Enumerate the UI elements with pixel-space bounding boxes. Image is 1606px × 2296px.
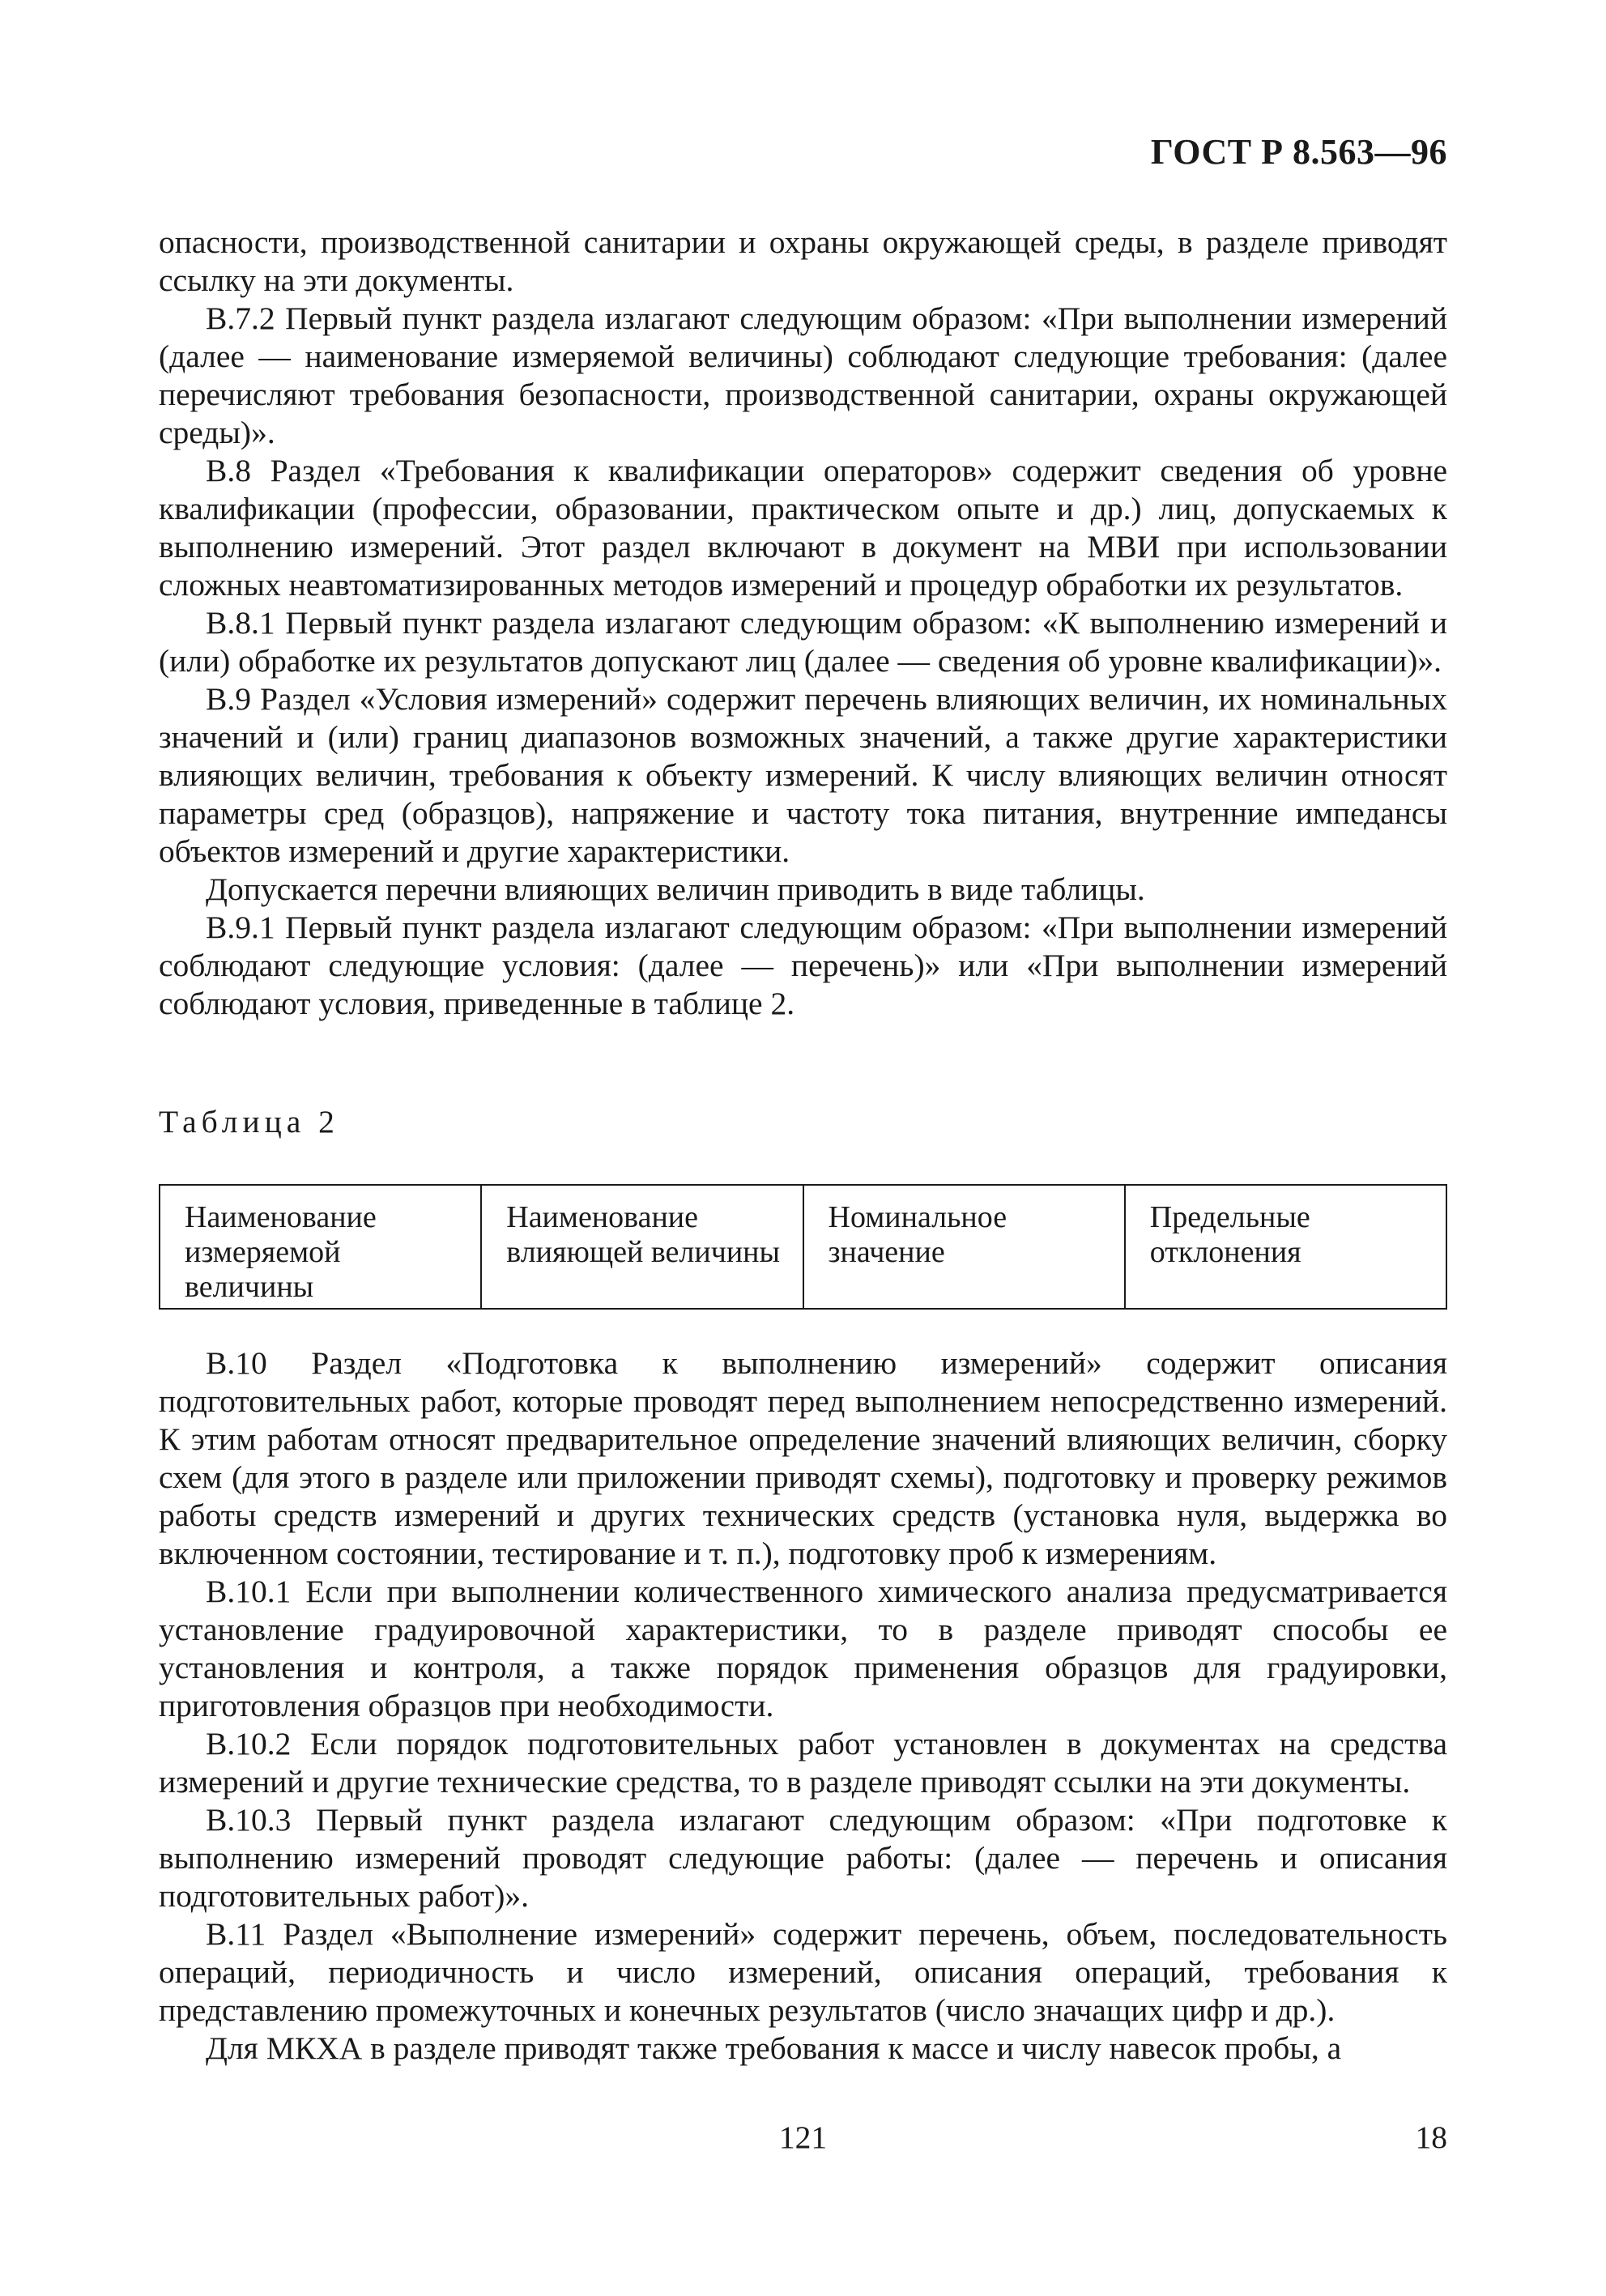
paragraph: В.10.3 Первый пункт раздела излагают следующим образом: «При подготовке к выполнению измерений проводят следующие работы: (далее — перечень и описания подготовительных работ)». <box>159 1802 1447 1914</box>
body-text-bottom <box>159 1344 1447 2068</box>
document-id: ГОСТ Р 8.563—96 <box>1150 132 1447 172</box>
conditions-table <box>159 1184 1447 1310</box>
page-number: 121 <box>778 2119 828 2155</box>
table-caption: Таблица 2 <box>159 1104 339 1139</box>
paragraph: Для МКХА в разделе приводят также требования к массе и числу навесок пробы, а <box>206 2030 1342 2066</box>
paragraph: В.8 Раздел «Требования к квалификации операторов» содержит сведения об уровне квалификации (профессии, образовании, практическом опыте и др.) лиц, допускаемых к выполнению измерений. Этот раздел включают в документ на МВИ при использовании сложных неавтоматизированных методов измерений и процедур обработки их результатов. <box>159 453 1447 603</box>
paragraph: В.10.2 Если порядок подготовительных работ установлен в документах на средства измерений и другие технические средства, то в разделе приводят ссылки на эти документы. <box>159 1726 1447 1800</box>
paragraph: В.8.1 Первый пункт раздела излагают следующим образом: «К выполнению измерений и (или) обработке их результатов допускают лиц (далее — сведения об уровне квалификации)». <box>159 605 1447 679</box>
paragraph: В.11 Раздел «Выполнение измерений» содержит перечень, объем, последовательность операций, периодичность и число измерений, описания операций, требования к представлению промежуточных и конечных результатов (число значащих цифр и др.). <box>159 1916 1447 2028</box>
paragraph: В.9 Раздел «Условия измерений» содержит перечень влияющих величин, их номинальных значений и (или) границ диапазонов возможных значений, а также другие характеристики влияющих величин, требования к объекту измерений. К числу влияющих величин относят параметры сред (образцов), напряжение и частоту тока питания, внутренние импедансы объектов измерений и другие характеристики. <box>159 681 1447 869</box>
paragraph: опасности, производственной санитарии и охраны окружающей среды, в разделе приводят ссылку на эти документы. <box>159 224 1447 298</box>
sheet-number: 18 <box>1415 2119 1447 2155</box>
table-header-cell: Номинальное значение <box>803 1185 1125 1309</box>
table-header-row <box>160 1185 1446 1309</box>
body-text-top <box>159 224 1447 1023</box>
paragraph: Допускается перечни влияющих величин приводить в виде таблицы. <box>206 871 1145 907</box>
paragraph: В.7.2 Первый пункт раздела излагают следующим образом: «При выполнении измерений (далее — наименование измеряемой величины) соблюдают следующие требования: (далее перечисляют требования безопасности, производственной санитарии, охраны окружающей среды)». <box>159 300 1447 450</box>
paragraph: В.10.1 Если при выполнении количественного химического анализа предусматривается установление градуировочной характеристики, то в разделе приводят способы ее установления и контроля, а также порядок применения образцов для градуировки, приготовления образцов при необходимости. <box>159 1574 1447 1723</box>
table-header-cell: Наименование измеряемой величины <box>160 1185 481 1309</box>
table-header-cell: Предельные отклонения <box>1125 1185 1446 1309</box>
paragraph: В.10 Раздел «Подготовка к выполнению измерений» содержит описания подготовительных работ, которые проводят перед выполнением непосредственно измерений. К этим работам относят предварительное определение значений влияющих величин, сборку схем (для этого в разделе или приложении приводят схемы), подготовку и проверку режимов работы средств измерений и других технических средств (установка нуля, выдержка во включенном состоянии, тестирование и т. п.), подготовку проб к измерениям. <box>159 1345 1447 1571</box>
paragraph: В.9.1 Первый пункт раздела излагают следующим образом: «При выполнении измерений соблюдают следующие условия: (далее — перечень)» или «При выполнении измерений соблюдают условия, приведенные в таблице 2. <box>159 909 1447 1021</box>
table-header-cell: Наименование влияющей величины <box>481 1185 803 1309</box>
